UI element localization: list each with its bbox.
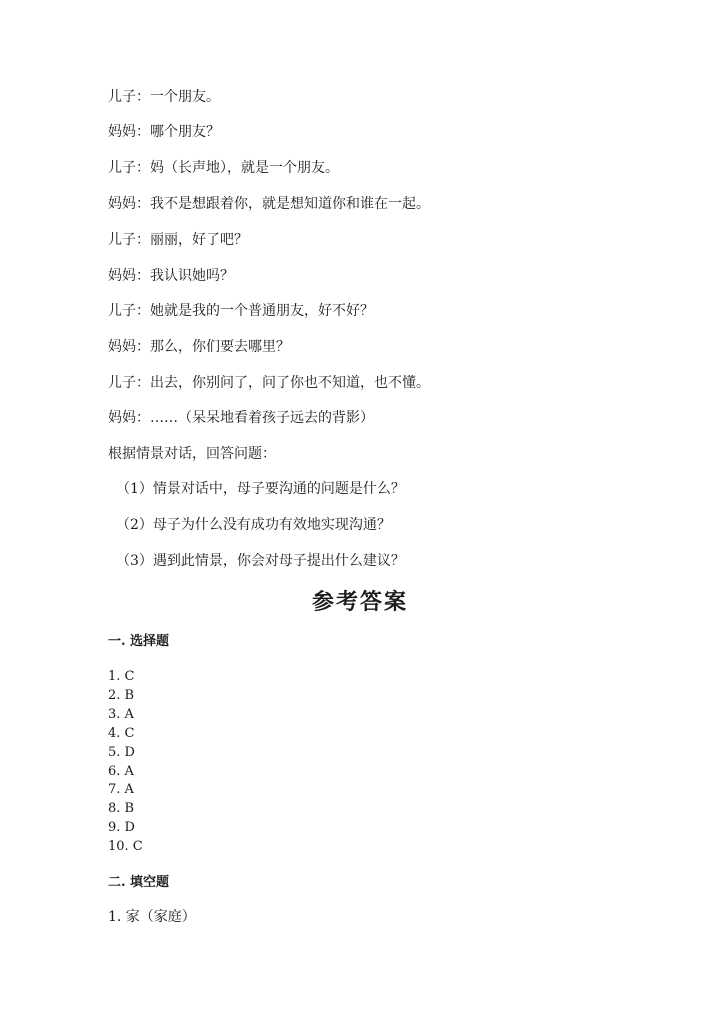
- section-heading-choice: 一. 选择题: [108, 634, 170, 649]
- dialogue-line: 儿子：丽丽，好了吧？: [108, 232, 248, 248]
- dialogue-line: 妈妈：哪个朋友？: [108, 124, 220, 140]
- dialogue-line: 儿子：妈（长声地），就是一个朋友。: [108, 160, 339, 176]
- fill-blank-answer: 1. 家（家庭）: [108, 909, 196, 925]
- list-item: 5. D: [108, 744, 135, 760]
- list-item: 3. A: [108, 706, 134, 722]
- list-item: 10. C: [108, 839, 143, 855]
- list-item: 2. B: [108, 687, 135, 703]
- list-item: 7. A: [108, 782, 134, 798]
- dialogue-line: 儿子：她就是我的一个普通朋友，好不好？: [108, 303, 374, 319]
- dialogue-line: 儿子：出去，你别问了，问了你也不知道，也不懂。: [108, 375, 430, 391]
- dialogue-line: 儿子：一个朋友。: [108, 89, 220, 105]
- choice-answer-list: [108, 668, 143, 857]
- question-item: （3）遇到此情景，你会对母子提出什么建议？: [116, 553, 405, 569]
- dialogue-line: 妈妈：……（呆呆地看着孩子远去的背影）: [108, 410, 374, 426]
- answer-title: 参考答案: [311, 589, 408, 615]
- list-item: 4. C: [108, 725, 135, 741]
- question-item: （1）情景对话中，母子要沟通的问题是什么？: [116, 481, 405, 497]
- question-item: （2）母子为什么没有成功有效地实现沟通？: [116, 517, 391, 533]
- dialogue-line: 妈妈：我不是想跟着你，就是想知道你和谁在一起。: [108, 196, 430, 212]
- list-item: 6. A: [108, 763, 134, 779]
- dialogue-line: 妈妈：我认识她吗？: [108, 268, 234, 284]
- section-heading-fill-blank: 二. 填空题: [108, 875, 170, 890]
- question-instruction: 根据情景对话，回答问题：: [108, 446, 276, 462]
- list-item: 8. B: [108, 801, 135, 817]
- list-item: 1. C: [108, 669, 135, 684]
- list-item: 9. D: [108, 820, 135, 836]
- dialogue-line: 妈妈：那么，你们要去哪里？: [108, 339, 290, 355]
